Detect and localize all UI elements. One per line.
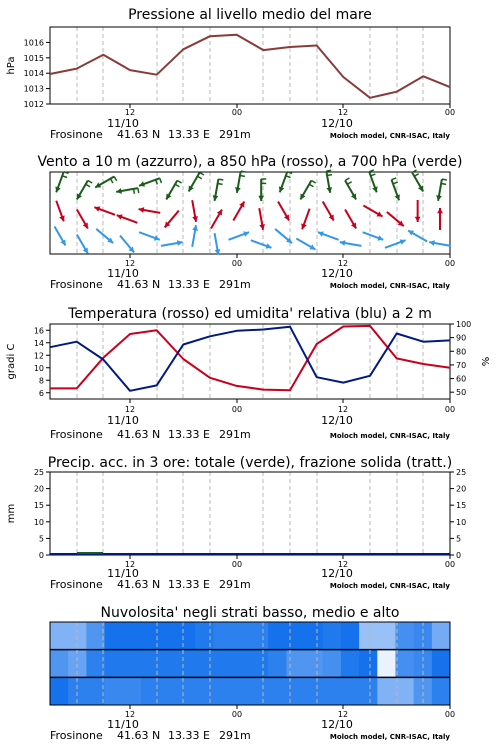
model-credit: Moloch model, CNR-ISAC, Italy — [329, 582, 450, 590]
wind-vector-700hpa — [235, 171, 246, 193]
x-tick-label: 00 — [231, 560, 243, 569]
wind-vector-10m — [192, 225, 198, 247]
station-lat: 41.63 N — [117, 729, 161, 742]
cloud-cell — [395, 677, 414, 705]
wind-barb — [441, 184, 446, 185]
cloud-cell — [159, 677, 178, 705]
wind-vector-700hpa — [189, 172, 204, 191]
wind-barb — [393, 182, 398, 184]
station-lon: 13.33 E — [168, 428, 210, 441]
station-name: Frosinone — [50, 278, 103, 291]
cloud-cell — [123, 650, 142, 678]
wind-barb — [175, 184, 179, 187]
wind-vector-10m — [340, 240, 362, 246]
cloud-cell — [341, 677, 360, 705]
y-tick-label: 1016 — [23, 38, 44, 48]
wind-vector-700hpa — [139, 178, 161, 186]
wind-vector-10m — [77, 234, 88, 253]
wind-vector-700hpa — [213, 179, 224, 201]
humidity-line — [50, 327, 450, 391]
cloud-cell — [50, 622, 69, 650]
wind-barb — [88, 180, 92, 183]
y-tick-label: 1013 — [23, 84, 44, 94]
wind-vector-850hpa — [345, 209, 356, 228]
wind-vector-10m — [385, 239, 406, 247]
cloud-cell — [432, 622, 451, 650]
wind-vector-850hpa — [77, 209, 88, 228]
wind-head — [415, 217, 421, 222]
x-tick-label: 12 — [124, 405, 136, 414]
cloud-cell — [177, 622, 196, 650]
wind-barb — [160, 178, 162, 183]
cloud-cell — [359, 677, 378, 705]
wind-vector-700hpa — [436, 179, 447, 201]
wind-vector-850hpa — [259, 208, 265, 230]
pressure-line — [50, 35, 450, 98]
cloud-cell — [232, 650, 251, 678]
wind-vector-10m — [120, 236, 134, 253]
wind-barb — [241, 171, 246, 172]
station-name: Frosinone — [50, 578, 103, 591]
x-tick-label: 00 — [231, 710, 243, 719]
cloud-cell — [341, 622, 360, 650]
x-date-label: 11/10 — [107, 567, 139, 580]
cloud-cell — [123, 622, 142, 650]
x-tick-label: 12 — [337, 710, 349, 719]
wind-barb — [197, 176, 201, 179]
station-lon: 13.33 E — [168, 278, 210, 291]
x-tick-label: 12 — [124, 259, 136, 268]
cloud-cell — [105, 677, 124, 705]
wind-barb — [369, 170, 374, 172]
x-date-label: 11/10 — [107, 414, 139, 427]
wind-vector-850hpa — [363, 206, 382, 217]
station-lat: 41.63 N — [117, 428, 161, 441]
panel-title-4: Nuvolosita' negli strati basso, medio e alto — [100, 605, 400, 621]
cloud-cell — [341, 650, 360, 678]
wind-barb — [200, 172, 204, 175]
wind-vector-10m — [296, 239, 315, 250]
cloud-cell — [159, 650, 178, 678]
cloud-cell — [432, 650, 451, 678]
y-tick-label-right: 25 — [456, 468, 467, 477]
cloud-cell — [86, 650, 105, 678]
cloud-cell — [159, 622, 178, 650]
wind-vector-700hpa — [300, 180, 315, 199]
wind-vector-850hpa — [415, 200, 421, 222]
wind-barb — [218, 184, 223, 185]
wind-barb — [286, 176, 291, 178]
wind-barb — [442, 179, 447, 180]
y-tick-label-right: 60 — [456, 374, 467, 384]
cloud-cell — [250, 677, 269, 705]
wind-vector-700hpa — [345, 178, 356, 200]
y-tick-label-right: 70 — [456, 360, 467, 370]
y-tick-label-right: 10 — [456, 517, 467, 527]
y-tick-label-right: 0 — [456, 551, 462, 560]
cloud-cell — [105, 622, 124, 650]
x-tick-label: 12 — [124, 710, 136, 719]
y-axis-label: mm — [6, 503, 17, 524]
plot-frame-3 — [50, 472, 450, 555]
y-tick-label-right: 20 — [456, 484, 467, 494]
station-elev: 291m — [219, 128, 251, 141]
y-tick-label: 0 — [38, 551, 44, 560]
cloud-cell — [86, 677, 105, 705]
y-axis-label: hPa — [6, 56, 17, 75]
x-tick-label: 00 — [231, 405, 243, 414]
wind-barb — [177, 180, 181, 183]
panel-title-0: Pressione al livello medio del mare — [128, 7, 372, 23]
cloud-cell — [105, 650, 124, 678]
wind-vector-700hpa — [258, 179, 266, 201]
wind-vector-10m — [251, 240, 272, 248]
y-tick-label: 12 — [33, 351, 44, 361]
wind-barb — [134, 189, 135, 194]
x-date-label: 12/10 — [321, 567, 353, 580]
y-tick-label: 1014 — [23, 69, 44, 79]
station-lon: 13.33 E — [168, 578, 210, 591]
cloud-cell — [432, 677, 451, 705]
wind-vector-700hpa — [77, 180, 92, 199]
cloud-cell — [232, 622, 251, 650]
wind-barb — [86, 184, 90, 187]
y-tick-label-right: 80 — [456, 347, 467, 357]
x-tick-label: 00 — [231, 108, 243, 117]
cloud-cell — [68, 622, 87, 650]
cloud-cell — [377, 622, 396, 650]
cloud-cell — [323, 622, 342, 650]
wind-vector-10m — [55, 226, 66, 245]
wind-vector-850hpa — [387, 212, 404, 226]
wind-vector-700hpa — [95, 177, 117, 188]
y-tick-label: 25 — [33, 468, 44, 477]
station-name: Frosinone — [50, 729, 103, 742]
wind-barb — [309, 184, 313, 187]
cloud-cell — [214, 622, 233, 650]
wind-barb — [240, 176, 245, 177]
cloud-cell — [323, 650, 342, 678]
cloud-cell — [250, 650, 269, 678]
wind-vector-10m — [408, 231, 427, 242]
model-credit: Moloch model, CNR-ISAC, Italy — [329, 432, 450, 440]
wind-vector-850hpa — [56, 201, 64, 222]
cloud-cell — [268, 650, 287, 678]
y-tick-label-right: 100 — [456, 320, 472, 329]
x-date-label: 12/10 — [321, 718, 353, 731]
wind-vector-850hpa — [117, 214, 138, 222]
y-tick-label: 10 — [33, 517, 44, 527]
wind-vector-700hpa — [55, 172, 68, 193]
station-elev: 291m — [219, 278, 251, 291]
wind-vector-850hpa — [94, 206, 115, 214]
wind-barb — [110, 179, 113, 183]
x-date-label: 12/10 — [321, 414, 353, 427]
y-tick-label-right: 5 — [456, 534, 462, 544]
x-date-label: 11/10 — [107, 117, 139, 130]
panel-title-3: Precip. acc. in 3 ore: totale (verde), frazione solida (tratt.) — [47, 455, 453, 471]
model-credit: Moloch model, CNR-ISAC, Italy — [329, 132, 450, 140]
x-date-label: 12/10 — [321, 117, 353, 130]
wind-vector-850hpa — [301, 209, 309, 230]
wind-vector-850hpa — [165, 211, 179, 228]
cloud-cell — [195, 622, 214, 650]
wind-barb — [347, 182, 351, 185]
y-tick-label: 15 — [33, 501, 44, 511]
wind-vector-850hpa — [278, 201, 289, 220]
wind-vector-10m — [275, 229, 292, 243]
cloud-cell — [214, 677, 233, 705]
x-tick-label: 00 — [444, 108, 456, 117]
y-tick-label-right: 15 — [456, 501, 467, 511]
model-credit: Moloch model, CNR-ISAC, Italy — [329, 733, 450, 741]
station-lon: 13.33 E — [168, 128, 210, 141]
y-tick-label-right: 90 — [456, 333, 467, 343]
y-tick-label: 1015 — [23, 53, 44, 63]
x-tick-label: 12 — [124, 560, 136, 569]
cloud-cell — [195, 650, 214, 678]
station-elev: 291m — [219, 729, 251, 742]
x-tick-label: 12 — [124, 108, 136, 117]
wind-vector-700hpa — [116, 188, 139, 194]
cloud-cell — [305, 650, 324, 678]
cloud-cell — [305, 622, 324, 650]
wind-vector-10m — [139, 232, 160, 240]
y-tick-label: 8 — [38, 376, 44, 386]
cloud-cell — [195, 677, 214, 705]
cloud-cell — [50, 650, 69, 678]
x-tick-label: 00 — [444, 259, 456, 268]
wind-vector-10m — [215, 233, 221, 255]
cloud-cell — [68, 650, 87, 678]
y-axis-label: % — [481, 356, 492, 367]
model-credit: Moloch model, CNR-ISAC, Italy — [329, 282, 450, 290]
cloud-cell — [177, 650, 196, 678]
cloud-cell — [68, 677, 87, 705]
wind-vector-850hpa — [233, 201, 244, 220]
y-tick-label: 10 — [33, 363, 44, 373]
cloud-cell — [377, 677, 396, 705]
wind-vector-850hpa — [211, 209, 222, 228]
station-elev: 291m — [219, 428, 251, 441]
y-tick-label: 16 — [33, 326, 44, 336]
y-tick-label: 1012 — [23, 100, 44, 109]
wind-vector-850hpa — [192, 200, 198, 222]
wind-vector-10m — [228, 231, 249, 239]
cloud-cell — [177, 677, 196, 705]
wind-barb — [311, 180, 315, 183]
cloud-cell — [305, 677, 324, 705]
station-lat: 41.63 N — [117, 128, 161, 141]
cloud-cell — [395, 650, 414, 678]
y-tick-label: 14 — [33, 338, 44, 348]
cloud-cell — [359, 650, 378, 678]
wind-vector-10m — [161, 240, 183, 246]
x-date-label: 11/10 — [107, 718, 139, 731]
x-tick-label: 00 — [444, 710, 456, 719]
wind-vector-10m — [318, 231, 339, 239]
cloud-cell — [395, 622, 414, 650]
x-date-label: 12/10 — [321, 267, 353, 280]
y-tick-label: 6 — [38, 388, 44, 398]
wind-barb — [218, 179, 223, 180]
wind-vector-700hpa — [412, 170, 423, 192]
station-elev: 291m — [219, 578, 251, 591]
wind-barb — [62, 176, 67, 178]
station-lon: 13.33 E — [168, 729, 210, 742]
cloud-cell — [286, 677, 305, 705]
y-tick-label: 5 — [38, 534, 44, 544]
wind-vector-10m — [96, 229, 113, 243]
x-tick-label: 12 — [337, 108, 349, 117]
x-tick-label: 00 — [444, 405, 456, 414]
panel-title-1: Vento a 10 m (azzurro), a 850 hPa (rosso), a 700 hPa (verde) — [37, 154, 463, 170]
panel-title-2: Temperatura (rosso) ed umidita' relativa (blu) a 2 m — [68, 306, 432, 322]
cloud-cell — [232, 677, 251, 705]
cloud-cell — [214, 650, 233, 678]
cloud-cell — [323, 677, 342, 705]
y-tick-label-right: 50 — [456, 388, 467, 398]
wind-vector-850hpa — [437, 208, 443, 230]
station-name: Frosinone — [50, 128, 103, 141]
wind-barb — [345, 178, 349, 181]
station-lat: 41.63 N — [117, 578, 161, 591]
station-name: Frosinone — [50, 428, 103, 441]
y-tick-label: 20 — [33, 484, 44, 494]
wind-vector-700hpa — [392, 178, 400, 200]
y-axis-label: gradi C — [6, 343, 17, 380]
wind-barb — [138, 188, 139, 193]
cloud-cell — [86, 622, 105, 650]
x-tick-label: 12 — [337, 259, 349, 268]
x-date-label: 11/10 — [107, 267, 139, 280]
wind-barb — [327, 175, 332, 176]
cloud-cell — [50, 677, 69, 705]
wind-barb — [392, 178, 397, 180]
wind-vector-10m — [429, 240, 451, 246]
wind-barb — [326, 170, 331, 171]
cloud-cell — [286, 650, 305, 678]
cloud-cell — [286, 622, 305, 650]
wind-barb — [114, 177, 117, 181]
cloud-cell — [359, 622, 378, 650]
wind-vector-10m — [363, 232, 384, 240]
wind-vector-700hpa — [166, 180, 181, 199]
wind-head — [437, 208, 443, 213]
cloud-cell — [377, 650, 396, 678]
wind-barb — [414, 174, 418, 177]
cloud-cell — [268, 677, 287, 705]
cloud-cell — [123, 677, 142, 705]
x-tick-label: 00 — [444, 560, 456, 569]
wind-vector-700hpa — [326, 170, 332, 193]
wind-barb — [371, 174, 376, 176]
cloud-cell — [250, 622, 269, 650]
x-tick-label: 12 — [337, 405, 349, 414]
station-lat: 41.63 N — [117, 278, 161, 291]
x-tick-label: 12 — [337, 560, 349, 569]
wind-vector-850hpa — [323, 201, 334, 220]
x-tick-label: 00 — [231, 259, 243, 268]
temperature-line — [50, 326, 450, 390]
cloud-cell — [268, 622, 287, 650]
